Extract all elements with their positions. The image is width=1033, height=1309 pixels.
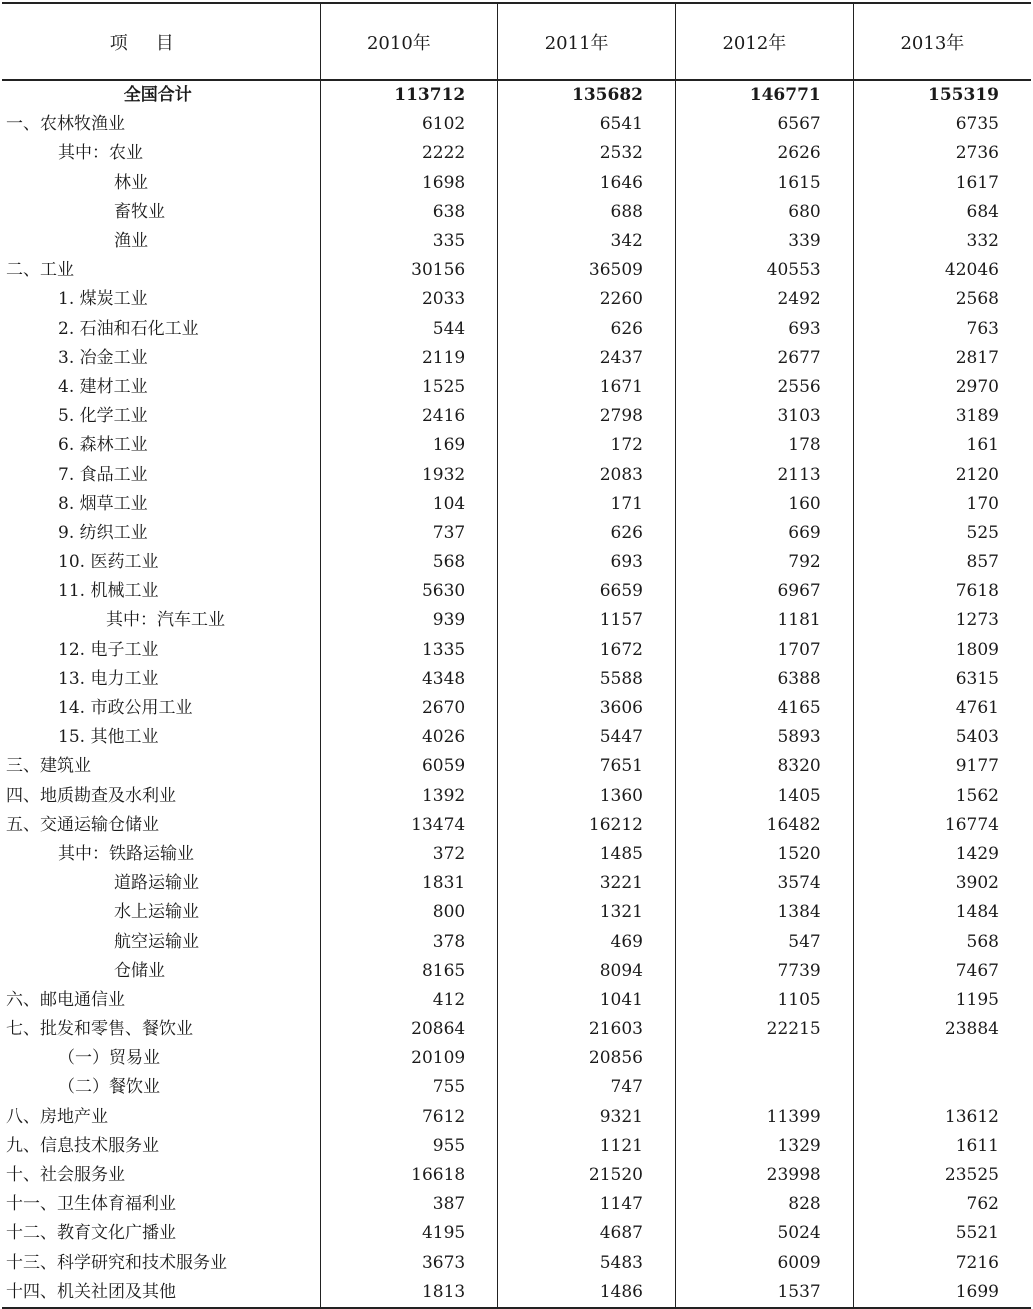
value-cell: 172 xyxy=(498,431,676,460)
value-cell: 387 xyxy=(320,1190,498,1219)
table-row xyxy=(2,431,1031,460)
row-label: （一）贸易业 xyxy=(58,1048,160,1069)
value-cell: 2033 xyxy=(320,285,498,314)
value-cell: 6059 xyxy=(320,752,498,781)
value-cell: 955 xyxy=(320,1132,498,1161)
value-cell: 6541 xyxy=(498,110,676,139)
value-cell: 8320 xyxy=(676,752,854,781)
value-cell: 693 xyxy=(498,548,676,577)
value-cell: 638 xyxy=(320,198,498,227)
value-cell xyxy=(853,1044,1031,1073)
value-cell: 469 xyxy=(498,927,676,956)
row-label: 仓储业 xyxy=(114,960,165,981)
row-label: 航空运输业 xyxy=(114,931,199,952)
value-cell: 1329 xyxy=(676,1132,854,1161)
value-cell: 6967 xyxy=(676,577,854,606)
row-label: 十一、卫生体育福利业 xyxy=(6,1194,176,1215)
value-cell: 412 xyxy=(320,986,498,1015)
value-cell: 1429 xyxy=(853,840,1031,869)
value-cell: 547 xyxy=(676,927,854,956)
row-label: 五、交通运输仓储业 xyxy=(6,814,159,835)
value-cell: 2736 xyxy=(853,139,1031,168)
value-cell: 3103 xyxy=(676,402,854,431)
table-row xyxy=(2,577,1031,606)
value-cell: 20856 xyxy=(498,1044,676,1073)
value-cell: 3673 xyxy=(320,1249,498,1278)
value-cell: 2626 xyxy=(676,139,854,168)
value-cell: 372 xyxy=(320,840,498,869)
value-cell: 1105 xyxy=(676,986,854,1015)
table-body xyxy=(2,80,1031,1308)
value-cell: 378 xyxy=(320,927,498,956)
table-row xyxy=(2,1073,1031,1102)
value-cell: 13474 xyxy=(320,811,498,840)
table-row xyxy=(2,869,1031,898)
value-cell: 7612 xyxy=(320,1103,498,1132)
table-row xyxy=(2,548,1031,577)
table-row xyxy=(2,723,1031,752)
value-cell: 3902 xyxy=(853,869,1031,898)
value-cell: 332 xyxy=(853,227,1031,256)
value-cell: 568 xyxy=(320,548,498,577)
value-cell: 1562 xyxy=(853,782,1031,811)
table-row xyxy=(2,986,1031,1015)
value-cell: 2119 xyxy=(320,344,498,373)
value-cell: 1486 xyxy=(498,1278,676,1308)
value-cell: 1707 xyxy=(676,636,854,665)
value-cell: 5403 xyxy=(853,723,1031,752)
table-row xyxy=(2,1132,1031,1161)
value-cell: 525 xyxy=(853,519,1031,548)
value-cell: 747 xyxy=(498,1073,676,1102)
row-label: 10. 医药工业 xyxy=(58,552,159,573)
value-cell: 762 xyxy=(853,1190,1031,1219)
value-cell: 335 xyxy=(320,227,498,256)
value-cell: 1273 xyxy=(853,606,1031,635)
table-row xyxy=(2,227,1031,256)
value-cell: 1699 xyxy=(853,1278,1031,1308)
header-year: 2010年 xyxy=(320,3,498,80)
table-row xyxy=(2,1219,1031,1248)
header-year: 2013年 xyxy=(853,3,1031,80)
value-cell: 688 xyxy=(498,198,676,227)
value-cell: 178 xyxy=(676,431,854,460)
row-label: 八、房地产业 xyxy=(6,1106,108,1127)
value-cell: 1484 xyxy=(853,898,1031,927)
value-cell: 1932 xyxy=(320,460,498,489)
value-cell: 16774 xyxy=(853,811,1031,840)
value-cell: 1813 xyxy=(320,1278,498,1308)
value-cell: 6009 xyxy=(676,1249,854,1278)
value-cell: 755 xyxy=(320,1073,498,1102)
value-cell: 2798 xyxy=(498,402,676,431)
table-row xyxy=(2,1190,1031,1219)
table-row xyxy=(2,519,1031,548)
value-cell: 2970 xyxy=(853,373,1031,402)
value-cell: 1384 xyxy=(676,898,854,927)
table-row xyxy=(2,782,1031,811)
value-cell: 30156 xyxy=(320,256,498,285)
row-label: 林业 xyxy=(114,172,148,193)
row-label: 1. 煤炭工业 xyxy=(58,289,148,310)
value-cell: 2532 xyxy=(498,139,676,168)
value-cell: 1611 xyxy=(853,1132,1031,1161)
value-cell: 6567 xyxy=(676,110,854,139)
row-label: 12. 电子工业 xyxy=(58,639,159,660)
value-cell: 1121 xyxy=(498,1132,676,1161)
row-label: 4. 建材工业 xyxy=(58,376,148,397)
row-label: 2. 石油和石化工业 xyxy=(58,318,199,339)
statistics-table xyxy=(2,2,1031,1309)
row-label: 六、邮电通信业 xyxy=(6,989,125,1010)
table-header xyxy=(2,3,1031,80)
value-cell: 2670 xyxy=(320,694,498,723)
table-row xyxy=(2,285,1031,314)
value-cell: 8165 xyxy=(320,957,498,986)
row-label: 十四、机关社团及其他 xyxy=(2,1278,320,1308)
value-cell: 4348 xyxy=(320,665,498,694)
table-row xyxy=(2,606,1031,635)
value-cell: 161 xyxy=(853,431,1031,460)
value-cell: 11399 xyxy=(676,1103,854,1132)
value-cell: 4026 xyxy=(320,723,498,752)
header-year: 2011年 xyxy=(498,3,676,80)
row-label: （二）餐饮业 xyxy=(58,1077,160,1098)
value-cell: 6388 xyxy=(676,665,854,694)
value-cell: 113712 xyxy=(320,80,498,110)
table-row xyxy=(2,957,1031,986)
value-cell: 13612 xyxy=(853,1103,1031,1132)
value-cell: 5447 xyxy=(498,723,676,752)
value-cell: 5893 xyxy=(676,723,854,752)
table-row xyxy=(2,402,1031,431)
value-cell: 737 xyxy=(320,519,498,548)
table-row xyxy=(2,256,1031,285)
value-cell: 342 xyxy=(498,227,676,256)
table-row xyxy=(2,1103,1031,1132)
table-row xyxy=(2,110,1031,139)
row-label: 13. 电力工业 xyxy=(58,668,159,689)
table-row xyxy=(2,198,1031,227)
value-cell: 857 xyxy=(853,548,1031,577)
value-cell: 339 xyxy=(676,227,854,256)
value-cell: 1671 xyxy=(498,373,676,402)
value-cell: 1809 xyxy=(853,636,1031,665)
value-cell: 1525 xyxy=(320,373,498,402)
value-cell: 1831 xyxy=(320,869,498,898)
table-row xyxy=(2,752,1031,781)
value-cell: 1698 xyxy=(320,169,498,198)
value-cell: 1617 xyxy=(853,169,1031,198)
value-cell: 160 xyxy=(676,490,854,519)
table-row xyxy=(2,1044,1031,1073)
value-cell: 6315 xyxy=(853,665,1031,694)
value-cell: 8094 xyxy=(498,957,676,986)
value-cell: 1646 xyxy=(498,169,676,198)
value-cell: 170 xyxy=(853,490,1031,519)
row-label: 3. 冶金工业 xyxy=(58,347,148,368)
value-cell: 2260 xyxy=(498,285,676,314)
value-cell: 36509 xyxy=(498,256,676,285)
value-cell: 5630 xyxy=(320,577,498,606)
value-cell: 5024 xyxy=(676,1219,854,1248)
value-cell: 169 xyxy=(320,431,498,460)
table-row xyxy=(2,490,1031,519)
row-label: 8. 烟草工业 xyxy=(58,493,148,514)
row-label: 十、社会服务业 xyxy=(6,1165,125,1186)
row-label: 6. 森林工业 xyxy=(58,435,148,456)
row-label: 一、农林牧渔业 xyxy=(6,114,125,135)
value-cell: 1321 xyxy=(498,898,676,927)
table-row xyxy=(2,139,1031,168)
value-cell xyxy=(676,1073,854,1102)
row-label: 14. 市政公用工业 xyxy=(58,698,193,719)
value-cell: 2817 xyxy=(853,344,1031,373)
table-row xyxy=(2,315,1031,344)
value-cell: 568 xyxy=(853,927,1031,956)
value-cell: 1520 xyxy=(676,840,854,869)
value-cell: 4195 xyxy=(320,1219,498,1248)
row-label: 15. 其他工业 xyxy=(58,727,159,748)
value-cell: 9321 xyxy=(498,1103,676,1132)
row-label: 七、批发和零售、餐饮业 xyxy=(6,1019,193,1040)
table-row xyxy=(2,636,1031,665)
value-cell xyxy=(676,1044,854,1073)
row-label: 其中：汽车工业 xyxy=(106,610,225,631)
value-cell: 6102 xyxy=(320,110,498,139)
value-cell: 23998 xyxy=(676,1161,854,1190)
header-row xyxy=(2,3,1031,80)
value-cell: 1392 xyxy=(320,782,498,811)
value-cell: 693 xyxy=(676,315,854,344)
value-cell: 3606 xyxy=(498,694,676,723)
value-cell: 2120 xyxy=(853,460,1031,489)
value-cell: 1157 xyxy=(498,606,676,635)
value-cell: 5483 xyxy=(498,1249,676,1278)
value-cell: 16212 xyxy=(498,811,676,840)
table-row xyxy=(2,665,1031,694)
value-cell: 680 xyxy=(676,198,854,227)
value-cell: 3189 xyxy=(853,402,1031,431)
value-cell: 20109 xyxy=(320,1044,498,1073)
value-cell: 544 xyxy=(320,315,498,344)
value-cell: 2437 xyxy=(498,344,676,373)
value-cell: 155319 xyxy=(853,80,1031,110)
value-cell: 3221 xyxy=(498,869,676,898)
value-cell: 1195 xyxy=(853,986,1031,1015)
row-label: 二、工业 xyxy=(6,260,74,281)
value-cell: 7467 xyxy=(853,957,1031,986)
table-row xyxy=(2,1161,1031,1190)
row-label: 7. 食品工业 xyxy=(58,464,148,485)
table-row xyxy=(2,1278,1031,1308)
value-cell: 1537 xyxy=(676,1278,854,1308)
table-row xyxy=(2,694,1031,723)
table-row xyxy=(2,811,1031,840)
row-label: 十三、科学研究和技术服务业 xyxy=(6,1252,227,1273)
value-cell: 6659 xyxy=(498,577,676,606)
value-cell: 23884 xyxy=(853,1015,1031,1044)
value-cell: 22215 xyxy=(676,1015,854,1044)
value-cell: 21603 xyxy=(498,1015,676,1044)
row-label: 5. 化学工业 xyxy=(58,406,148,427)
table-row xyxy=(2,169,1031,198)
value-cell: 1405 xyxy=(676,782,854,811)
value-cell: 1360 xyxy=(498,782,676,811)
value-cell: 2568 xyxy=(853,285,1031,314)
row-label: 三、建筑业 xyxy=(6,756,91,777)
value-cell: 1485 xyxy=(498,840,676,869)
value-cell: 2492 xyxy=(676,285,854,314)
value-cell: 6735 xyxy=(853,110,1031,139)
value-cell: 626 xyxy=(498,315,676,344)
value-cell: 2677 xyxy=(676,344,854,373)
table-row xyxy=(2,1249,1031,1278)
value-cell: 3574 xyxy=(676,869,854,898)
value-cell: 7739 xyxy=(676,957,854,986)
value-cell: 16618 xyxy=(320,1161,498,1190)
value-cell: 1041 xyxy=(498,986,676,1015)
row-label: 道路运输业 xyxy=(114,873,199,894)
value-cell: 626 xyxy=(498,519,676,548)
value-cell: 4761 xyxy=(853,694,1031,723)
value-cell: 5588 xyxy=(498,665,676,694)
value-cell: 40553 xyxy=(676,256,854,285)
header-item: 项目 xyxy=(2,3,320,80)
value-cell: 171 xyxy=(498,490,676,519)
row-label: 其中：铁路运输业 xyxy=(58,843,194,864)
value-cell: 1147 xyxy=(498,1190,676,1219)
value-cell xyxy=(853,1073,1031,1102)
value-cell: 23525 xyxy=(853,1161,1031,1190)
value-cell: 2113 xyxy=(676,460,854,489)
value-cell: 104 xyxy=(320,490,498,519)
table-row xyxy=(2,373,1031,402)
table-row xyxy=(2,80,1031,110)
value-cell: 2083 xyxy=(498,460,676,489)
value-cell: 21520 xyxy=(498,1161,676,1190)
value-cell: 2556 xyxy=(676,373,854,402)
row-label: 畜牧业 xyxy=(114,201,165,222)
value-cell: 4687 xyxy=(498,1219,676,1248)
value-cell: 146771 xyxy=(676,80,854,110)
value-cell: 684 xyxy=(853,198,1031,227)
value-cell: 763 xyxy=(853,315,1031,344)
value-cell: 800 xyxy=(320,898,498,927)
value-cell: 2222 xyxy=(320,139,498,168)
value-cell: 135682 xyxy=(498,80,676,110)
value-cell: 4165 xyxy=(676,694,854,723)
value-cell: 669 xyxy=(676,519,854,548)
table-row xyxy=(2,460,1031,489)
value-cell: 7216 xyxy=(853,1249,1031,1278)
value-cell: 7651 xyxy=(498,752,676,781)
value-cell: 1335 xyxy=(320,636,498,665)
row-label: 9. 纺织工业 xyxy=(58,522,148,543)
value-cell: 1615 xyxy=(676,169,854,198)
value-cell: 7618 xyxy=(853,577,1031,606)
value-cell: 16482 xyxy=(676,811,854,840)
table-row xyxy=(2,927,1031,956)
value-cell: 939 xyxy=(320,606,498,635)
row-label: 四、地质勘查及水利业 xyxy=(6,785,176,806)
value-cell: 5521 xyxy=(853,1219,1031,1248)
value-cell: 828 xyxy=(676,1190,854,1219)
value-cell: 792 xyxy=(676,548,854,577)
row-label: 十二、教育文化广播业 xyxy=(6,1223,176,1244)
value-cell: 9177 xyxy=(853,752,1031,781)
header-year: 2012年 xyxy=(676,3,854,80)
table-row xyxy=(2,1015,1031,1044)
row-label: 其中：农业 xyxy=(58,143,143,164)
value-cell: 2416 xyxy=(320,402,498,431)
table-row xyxy=(2,344,1031,373)
row-label: 全国合计 xyxy=(123,85,192,106)
row-label: 水上运输业 xyxy=(114,902,199,923)
row-label: 11. 机械工业 xyxy=(58,581,159,602)
table-row xyxy=(2,840,1031,869)
row-label: 九、信息技术服务业 xyxy=(6,1135,159,1156)
value-cell: 1181 xyxy=(676,606,854,635)
row-label: 渔业 xyxy=(114,231,148,252)
value-cell: 20864 xyxy=(320,1015,498,1044)
value-cell: 1672 xyxy=(498,636,676,665)
value-cell: 42046 xyxy=(853,256,1031,285)
table-row xyxy=(2,898,1031,927)
